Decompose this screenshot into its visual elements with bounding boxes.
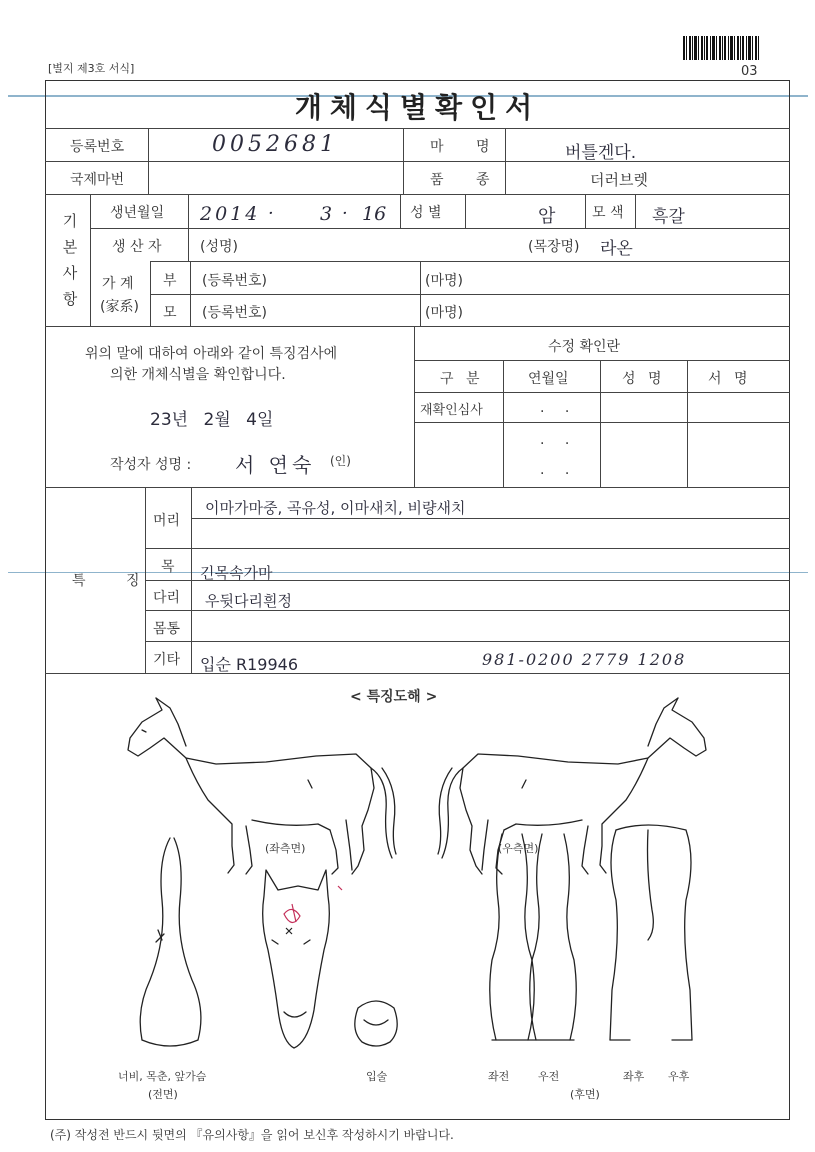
pedigree-label: 가 계 bbox=[102, 276, 134, 292]
sire-reg-label: (등록번호) bbox=[202, 273, 268, 289]
birth-day: 16 bbox=[362, 203, 387, 225]
fore-right-caption: 우전 bbox=[538, 1070, 560, 1083]
producer-label: 생 산 자 bbox=[112, 239, 162, 255]
horse-name-label: 마 명 bbox=[430, 139, 504, 155]
etc-value-2: 981-0200 2779 1208 bbox=[482, 650, 687, 669]
confirm-text-2: 의한 개체식별을 확인합니다. bbox=[110, 367, 286, 383]
horse-name-value: 버틀겐다. bbox=[565, 143, 637, 163]
breed-value: 더러브렛 bbox=[590, 171, 648, 189]
confirm-date bbox=[150, 405, 273, 430]
page-title: 개체식별확인서 bbox=[294, 91, 541, 124]
horse-front-chest-drawing bbox=[140, 838, 201, 1046]
legs-value: 우뒷다리흰정 bbox=[205, 592, 292, 610]
neck-value: 긴목속가마 bbox=[200, 564, 273, 582]
hind-left-caption: 좌후 bbox=[623, 1070, 645, 1083]
sire-label: 부 bbox=[163, 273, 177, 289]
diagram-title: < 특징도해 > bbox=[350, 689, 438, 705]
front-label: (전면) bbox=[148, 1088, 178, 1101]
revision-row3-date: . . bbox=[540, 462, 578, 478]
coat-color-label: 모 색 bbox=[592, 205, 624, 221]
confirm-date-year: 23 bbox=[150, 410, 172, 430]
front-caption: 너비, 목춘, 앞가슴 bbox=[118, 1070, 207, 1083]
dam-reg-label: (등록번호) bbox=[202, 305, 268, 321]
sire-name-label: (마명) bbox=[425, 273, 463, 289]
sex-value: 암 bbox=[538, 206, 556, 227]
coat-color-value: 흑갈 bbox=[652, 207, 685, 227]
reg-no-value: 0052681 bbox=[212, 132, 338, 157]
confirm-date-day-char: 일 bbox=[256, 410, 274, 430]
birth-label: 생년월일 bbox=[110, 205, 165, 221]
birth-month: 3 bbox=[320, 203, 333, 225]
writer-value: 서 연숙 bbox=[235, 453, 316, 477]
body-label: 몸통 bbox=[153, 621, 181, 637]
producer-name-label: (성명) bbox=[200, 239, 238, 255]
revision-col-name: 성 명 bbox=[622, 371, 666, 387]
pedigree-hanja: (家系) bbox=[100, 299, 139, 315]
horse-rear-drawing bbox=[610, 825, 692, 1040]
page-number: 03 bbox=[741, 64, 758, 79]
birth-dot-1: · bbox=[268, 203, 274, 224]
etc-value-1: 입순 R19946 bbox=[200, 655, 299, 674]
revision-title: 수정 확인란 bbox=[548, 339, 621, 355]
revision-col-sign: 서 명 bbox=[708, 371, 752, 387]
farm-value: 라온 bbox=[600, 239, 633, 259]
revision-col-category: 구 분 bbox=[440, 371, 484, 387]
etc-label: 기타 bbox=[153, 652, 181, 668]
farm-label: (목장명) bbox=[528, 239, 580, 255]
features-section-label: 특 징 bbox=[72, 573, 158, 589]
fore-left-caption: 좌전 bbox=[488, 1070, 510, 1083]
dam-name-label: (마명) bbox=[425, 305, 463, 321]
hind-right-caption: 우후 bbox=[668, 1070, 690, 1083]
confirm-date-month-char: 월 bbox=[214, 410, 231, 430]
lip-caption: 입술 bbox=[366, 1070, 388, 1083]
barcode-image bbox=[683, 36, 759, 60]
dam-label: 모 bbox=[163, 305, 177, 321]
birth-year: 2014 bbox=[200, 203, 261, 225]
confirm-date-month: 2 bbox=[203, 410, 215, 430]
revision-row1-date: . . bbox=[540, 400, 578, 416]
left-side-caption: (좌측면) bbox=[265, 842, 306, 855]
horse-diagram bbox=[46, 690, 789, 1118]
form-reference: [별지 제3호 서식] bbox=[48, 62, 135, 75]
seal-mark: (인) bbox=[330, 454, 351, 468]
horse-lip-drawing bbox=[355, 1001, 397, 1046]
sex-label: 성 별 bbox=[410, 205, 442, 221]
horse-head-front-drawing bbox=[263, 870, 330, 1048]
head-value: 이마가마중, 곡유성, 이마새치, 비량새치 bbox=[205, 499, 466, 517]
right-side-caption: (우측면) bbox=[498, 842, 539, 855]
footer-note: (주) 작성전 반드시 뒷면의 『유의사항』을 읽어 보신후 작성하시기 바랍니다. bbox=[50, 1128, 454, 1142]
revision-col-date: 연월일 bbox=[528, 371, 569, 387]
legs-label: 다리 bbox=[153, 590, 181, 606]
rear-label: (후면) bbox=[570, 1088, 600, 1101]
confirm-date-day: 4 bbox=[246, 410, 257, 430]
horse-forelegs-drawing bbox=[490, 834, 577, 1040]
revision-row1-label: 재확인심사 bbox=[420, 403, 483, 418]
birth-dot-2: · bbox=[342, 203, 348, 224]
revision-row2-date: . . bbox=[540, 432, 578, 448]
writer-label: 작성자 성명 : bbox=[110, 457, 192, 473]
neck-label: 목 bbox=[161, 559, 175, 575]
confirm-date-year-char: 년 bbox=[171, 410, 189, 430]
head-label: 머리 bbox=[153, 513, 181, 529]
intl-no-label: 국제마번 bbox=[70, 172, 125, 188]
reg-no-label: 등록번호 bbox=[70, 139, 125, 155]
horse-right-side-drawing bbox=[438, 698, 706, 874]
breed-label: 품 종 bbox=[430, 172, 504, 188]
confirm-text-1: 위의 말에 대하여 아래와 같이 특징검사에 bbox=[85, 346, 338, 362]
horse-left-side-drawing bbox=[128, 698, 396, 874]
basic-section-label: 기본사항 bbox=[62, 212, 78, 308]
